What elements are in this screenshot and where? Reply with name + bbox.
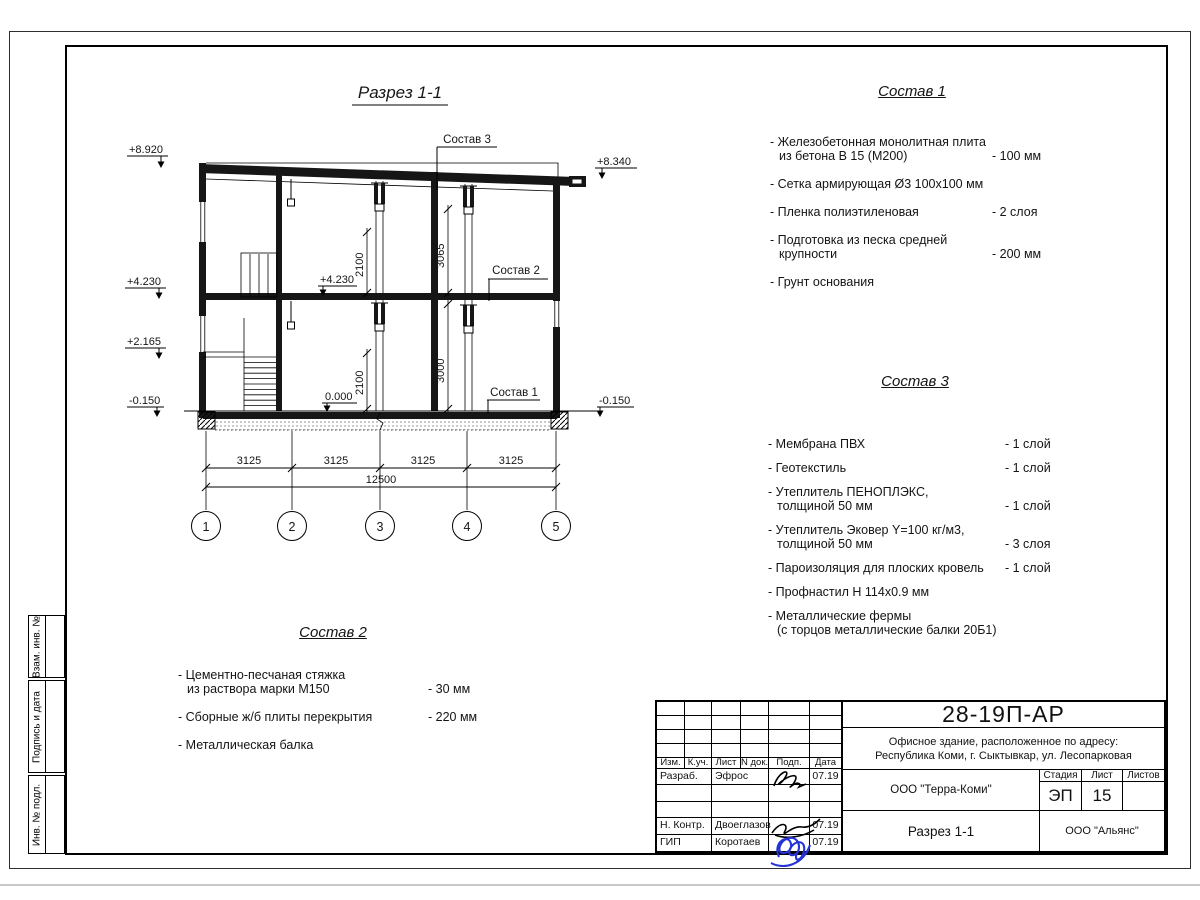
stage-label: Стадия — [1040, 770, 1081, 782]
stamp-box-label-cell — [29, 681, 46, 772]
sostav1-list — [770, 85, 1054, 303]
list-item: - Сетка армирующая Ø3 100х100 мм — [770, 177, 984, 191]
dim-2100-lower: 2100 — [354, 370, 366, 395]
axis-bubble-5: 5 — [552, 520, 560, 534]
stamp-box-label-cell — [29, 616, 46, 677]
section-drawing — [100, 75, 680, 560]
signature-rows — [657, 769, 841, 851]
dim-3125-2: 3125 — [323, 455, 349, 467]
dim-3125-4: 3125 — [498, 455, 524, 467]
axis-bubble-4: 4 — [463, 520, 471, 534]
col-list: Лист — [712, 758, 741, 768]
dim-3125-1: 3125 — [236, 455, 262, 467]
stamp-box-inv-podl — [28, 775, 65, 854]
list-item: - Железобетонная монолитная плита из бетона В 15 (М200) - 100 мм — [770, 135, 1042, 163]
object-description: Офисное здание, расположенное по адресу: Республика Коми, г. Сыктывкар, ул. Лесопарковая — [843, 728, 1164, 770]
sostav3-title: Состав 3 — [881, 373, 949, 390]
list-item: - Металлические фермы (с торцов металлические балки 20Б1) — [768, 609, 997, 637]
list-item: - Мембрана ПВХ - 1 слой — [768, 437, 1051, 451]
dim-3125-3: 3125 — [410, 455, 436, 467]
stamp-box-vzam-inv — [28, 615, 65, 678]
title-block-main — [841, 702, 1164, 851]
client-org: ООО "Терра-Коми" — [843, 770, 1040, 810]
role-cell: Н. Контр. — [657, 818, 712, 834]
level-0000: 0.000 — [325, 391, 353, 403]
dim-12500: 12500 — [365, 474, 397, 486]
roof-structure — [199, 163, 586, 191]
title-block — [655, 700, 1166, 853]
elevation-4230-left: +4.230 — [127, 276, 161, 288]
sostav3-list — [768, 375, 1062, 647]
sostav1-title: Состав 1 — [878, 83, 946, 100]
elevation-8340: +8.340 — [597, 156, 631, 168]
list-item: - Утеплитель Эковер Y=100 кг/м3, толщиной 50 мм - 3 слоя — [768, 523, 1051, 551]
contractor-org: ООО "Альянс" — [1065, 825, 1139, 837]
date-cell: 07.19 — [810, 818, 841, 834]
list-item: - Грунт основания — [770, 275, 875, 289]
axis-bubble-2: 2 — [288, 520, 296, 534]
stamp-box-podpis-data — [28, 680, 65, 773]
col-kuch: К.уч. — [685, 758, 712, 768]
ground-slab — [184, 411, 598, 430]
col-data: Дата — [814, 757, 837, 768]
floor-slab — [206, 293, 553, 300]
sostav2-list — [178, 626, 488, 766]
list-item: - Утеплитель ПЕНОПЛЭКС, толщиной 50 мм - 1 слой — [768, 485, 1051, 513]
org-stage-band — [843, 770, 1164, 811]
list-item: - Металлическая балка — [178, 738, 314, 752]
elevation-minus0150-left: -0.150 — [129, 395, 161, 407]
sheets-value — [1123, 782, 1164, 810]
callout-sostav1 — [487, 387, 540, 413]
role-cell: ГИП — [657, 835, 712, 851]
dim-3000: 3000 — [435, 358, 447, 383]
stamp-box-label: Взам. инв. № — [31, 615, 43, 678]
elevation-2165: +2.165 — [127, 336, 161, 348]
elevation-minus0150-right: -0.150 — [599, 395, 631, 407]
staircase — [203, 253, 277, 411]
sheet-label: Лист — [1082, 770, 1122, 782]
list-item: - Пароизоляция для плоских кровель - 1 слой — [768, 561, 1051, 575]
name-cell: Эфрос — [712, 769, 769, 785]
date-cell: 07.19 — [812, 835, 839, 848]
page-bottom-edge — [0, 884, 1200, 886]
stamp-box-label-cell — [29, 776, 46, 853]
dim-2100-upper: 2100 — [354, 252, 366, 277]
section-title: Разрез 1-1 — [357, 83, 443, 102]
revision-grid — [657, 702, 841, 758]
stage-sheet-columns — [1040, 770, 1164, 810]
document-number: 28-19П-АР — [843, 702, 1164, 728]
stamp-box-label: Инв. № подл. — [31, 783, 43, 846]
callout-sostav3-label: Состав 3 — [443, 134, 491, 146]
role-cell: Разраб. — [657, 769, 712, 785]
callout-sostav2-label: Состав 2 — [492, 265, 540, 277]
col-izm: Изм. — [657, 758, 685, 768]
list-item: - Сборные ж/б плиты перекрытия - 220 мм — [178, 710, 478, 724]
stage-value: ЭП — [1048, 786, 1073, 805]
col-ndok: N док. — [741, 757, 769, 768]
title-block-revision-table — [657, 702, 841, 851]
sheet-value: 15 — [1092, 786, 1112, 805]
walls — [198, 163, 561, 418]
list-item: - Геотекстиль - 1 слой — [768, 461, 1051, 475]
sign-cell — [769, 769, 810, 785]
list-item: - Профнастил Н 114х0.9 мм — [768, 585, 930, 599]
date-cell: 07.19 — [810, 769, 841, 785]
list-item: - Пленка полиэтиленовая - 2 слоя — [770, 205, 1038, 219]
view-name: Разрез 1-1 — [843, 811, 1040, 851]
view-contractor-band — [843, 811, 1164, 851]
list-item: - Подготовка из песка средней крупности - 200 мм — [770, 233, 1042, 261]
name-cell: Коротаев — [712, 835, 769, 851]
list-item: - Цементно-песчаная стяжка из раствора марки М150 - 30 мм — [178, 668, 471, 696]
level-4230-inner: +4.230 — [320, 274, 354, 286]
sheets-label: Листов — [1123, 770, 1164, 782]
callout-sostav1-label: Состав 1 — [490, 387, 538, 399]
name-cell: Двоеглазов — [712, 818, 769, 834]
stamp-box-label: Подпись и дата — [31, 690, 43, 763]
axis-bubble-3: 3 — [376, 520, 384, 534]
elevation-8920: +8.920 — [129, 144, 163, 156]
revision-header-row — [657, 758, 841, 769]
sostav2-title: Состав 2 — [299, 624, 367, 641]
axis-bubble-1: 1 — [202, 520, 210, 534]
col-podp: Подп. — [769, 758, 810, 768]
dim-3065: 3065 — [435, 243, 447, 268]
bottom-dimensions — [192, 431, 571, 541]
